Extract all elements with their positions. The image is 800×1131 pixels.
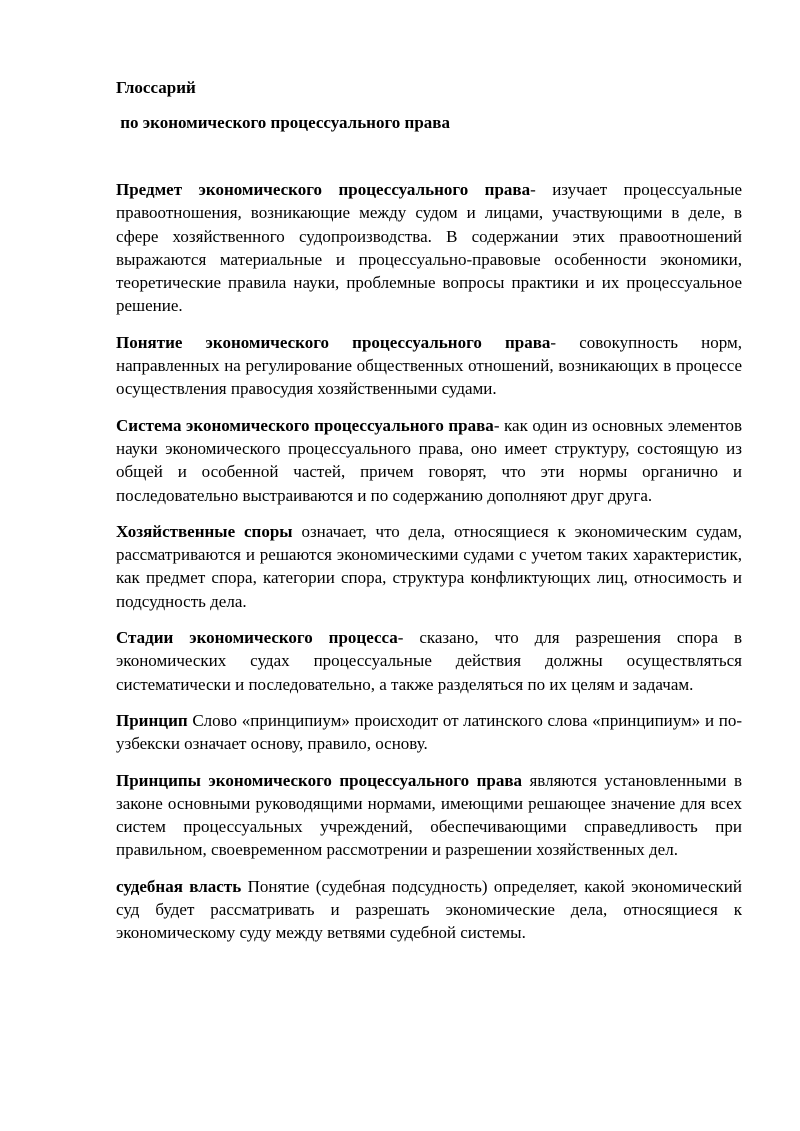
glossary-entry [116, 626, 742, 696]
glossary-definition: - как один из основных элементов науки экономического процессуального права, оно имеет структуру, состоящую из общей и особенной частей, причем говорят, что эти нормы органично и последовательно выстраиваются и по содержанию дополняют друг друга. [116, 415, 742, 505]
glossary-definition: Слово «принципиум» происходит от латинского слова «принципиум» и по-узбекски означает основу, правило, основу. [116, 710, 742, 754]
glossary-definition: означает, что дела, относящиеся к экономическим судам, рассматриваются и решаются экономическими судами с учетом таких характеристик, как предмет спора, категории спора, структура конфликтующих лиц, относимость и подсудность дела. [116, 521, 742, 611]
glossary-entry [116, 875, 742, 945]
glossary-entry [116, 414, 742, 507]
glossary-entry [116, 520, 742, 613]
glossary-term: Понятие экономического процессуального права [116, 332, 551, 352]
glossary-term: Хозяйственные споры [116, 521, 293, 541]
glossary-term: Принцип [116, 710, 188, 730]
glossary-definition: - совокупность норм, направленных на регулирование общественных отношений, возникающих в процессе осуществления правосудия хозяйственными судами. [116, 332, 742, 399]
glossary-term: Система экономического процессуального права [116, 415, 494, 435]
glossary-term: Принципы экономического процессуального права [116, 770, 523, 790]
glossary-term: судебная власть [116, 876, 242, 896]
glossary-definition: являются установленными в законе основными руководящими нормами, имеющими решающее значение для всех систем процессуальных учреждений, обеспечивающими справедливость при правильном, своевременном рассмотрении и разрешении хозяйственных дел. [116, 770, 742, 860]
glossary-entry [116, 178, 742, 318]
glossary-definition: - изучает процессуальные правоотношения, возникающие между судом и лицами, участвующими в деле, в сфере хозяйственного судопроизводства. В содержании этих правоотношений выражаются материальные и процессуально-правовые особенности экономики, теоретические правила науки, проблемные вопросы практики и их процессуальное решение. [116, 180, 742, 316]
document-title: Глоссарий [116, 78, 196, 97]
glossary-list [116, 178, 742, 958]
glossary-definition: - сказано, что для разрешения спора в экономических судах процессуальные действия должны осуществляться систематически и последовательно, а также разделяться по их целям и задачам. [116, 628, 742, 694]
glossary-term: Предмет экономического процессуального права [116, 180, 531, 199]
glossary-definition: Понятие (судебная подсудность) определяет, какой экономический суд будет рассматривать и разрешать экономические дела, относящиеся к экономическому суду между ветвями судебной системы. [116, 876, 742, 943]
glossary-entry [116, 709, 742, 756]
glossary-term: Стадии экономического процесса [116, 628, 398, 648]
glossary-entry [116, 331, 742, 401]
glossary-entry [116, 769, 742, 862]
document-subtitle: по экономического процессуального права [116, 113, 450, 132]
